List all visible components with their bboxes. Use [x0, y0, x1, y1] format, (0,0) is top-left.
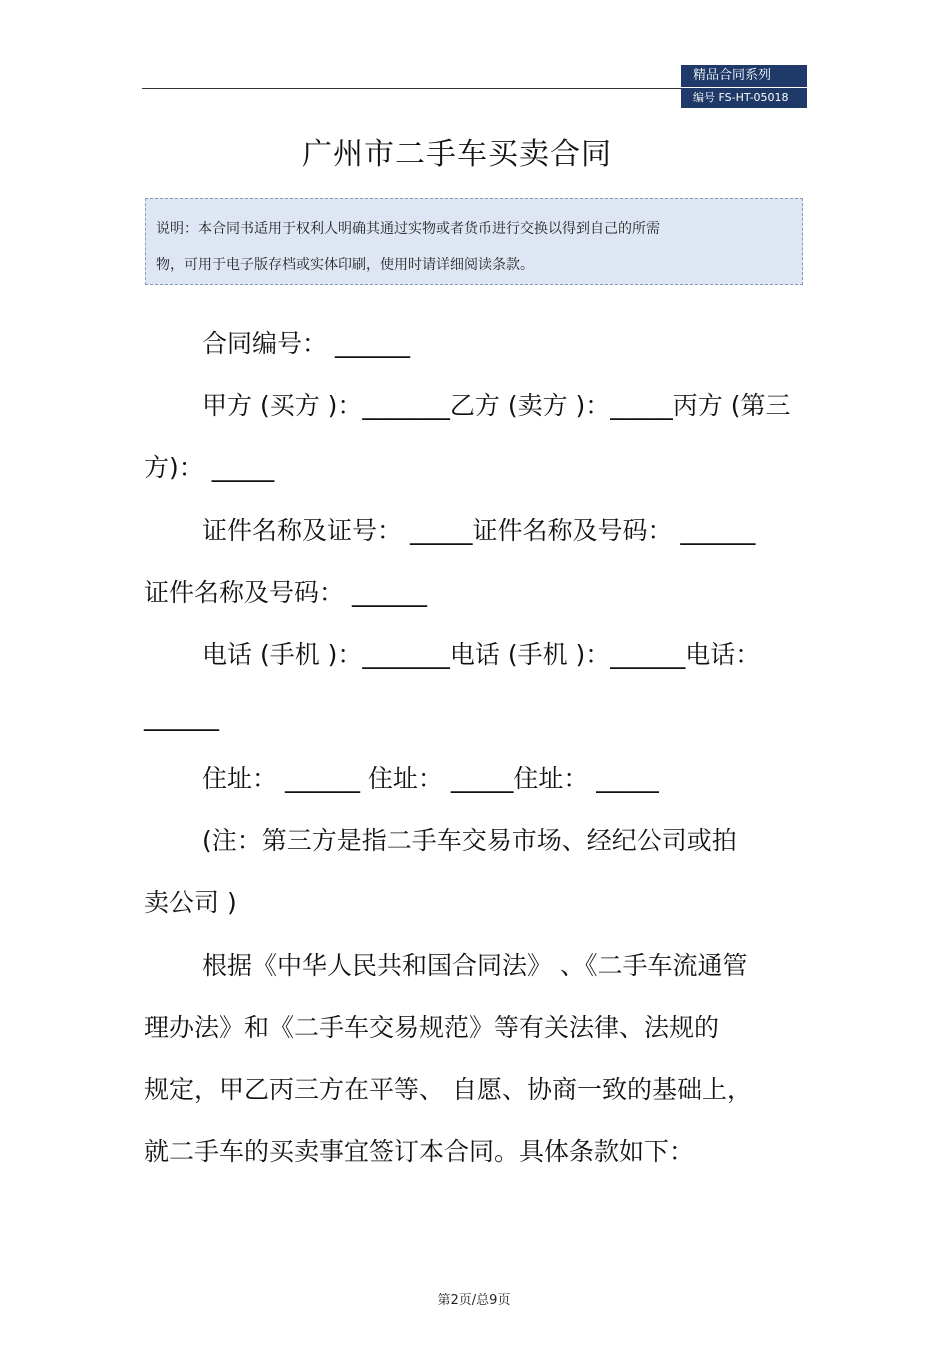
parties-line-continued: 方)： _____	[144, 453, 275, 482]
preamble-line: 规定，甲乙丙三方在平等、 自愿、协商一致的基础上，	[144, 1075, 752, 1104]
series-badge	[681, 65, 807, 108]
address-line: 住址： ______ 住址： _____住址： _____	[202, 764, 659, 793]
id-documents-line-continued: 证件名称及号码： ______	[144, 578, 427, 607]
usage-note-box	[145, 198, 803, 285]
usage-note-line: 物，可用于电子版存档或实体印刷，使用时请详细阅读条款。	[156, 257, 534, 273]
series-label: 精品合同系列	[681, 65, 807, 87]
preamble-line: 根据《中华人民共和国合同法》 、《二手车流通管	[202, 951, 748, 980]
phone-line: 电话 (手机 )：_______电话 (手机 )：______电话：	[202, 640, 761, 669]
document-title: 广州市二手车买卖合同	[302, 137, 612, 172]
contract-number-line: 合同编号： ______	[202, 329, 410, 358]
header-rule	[142, 88, 682, 89]
third-party-note-line: (注：第三方是指二手车交易市场、经纪公司或拍	[202, 826, 737, 855]
preamble-line: 理办法》和《二手车交易规范》等有关法律、法规的	[144, 1013, 720, 1042]
document-code: 编号 FS-HT-05018	[681, 88, 807, 108]
phone-line-continued: ______	[144, 702, 219, 731]
preamble-line: 就二手车的买卖事宜签订本合同。具体条款如下：	[144, 1137, 695, 1166]
parties-line: 甲方 (买方 )：_______乙方 (卖方 )：_____丙方 (第三	[202, 391, 791, 420]
usage-note-line: 说明：本合同书适用于权利人明确其通过实物或者货币进行交换以得到自己的所需	[156, 221, 660, 237]
third-party-note-line-continued: 卖公司 )	[144, 888, 237, 917]
page-number: 第2页/总9页	[437, 1293, 511, 1308]
id-documents-line: 证件名称及证号： _____证件名称及号码： ______	[202, 516, 756, 545]
